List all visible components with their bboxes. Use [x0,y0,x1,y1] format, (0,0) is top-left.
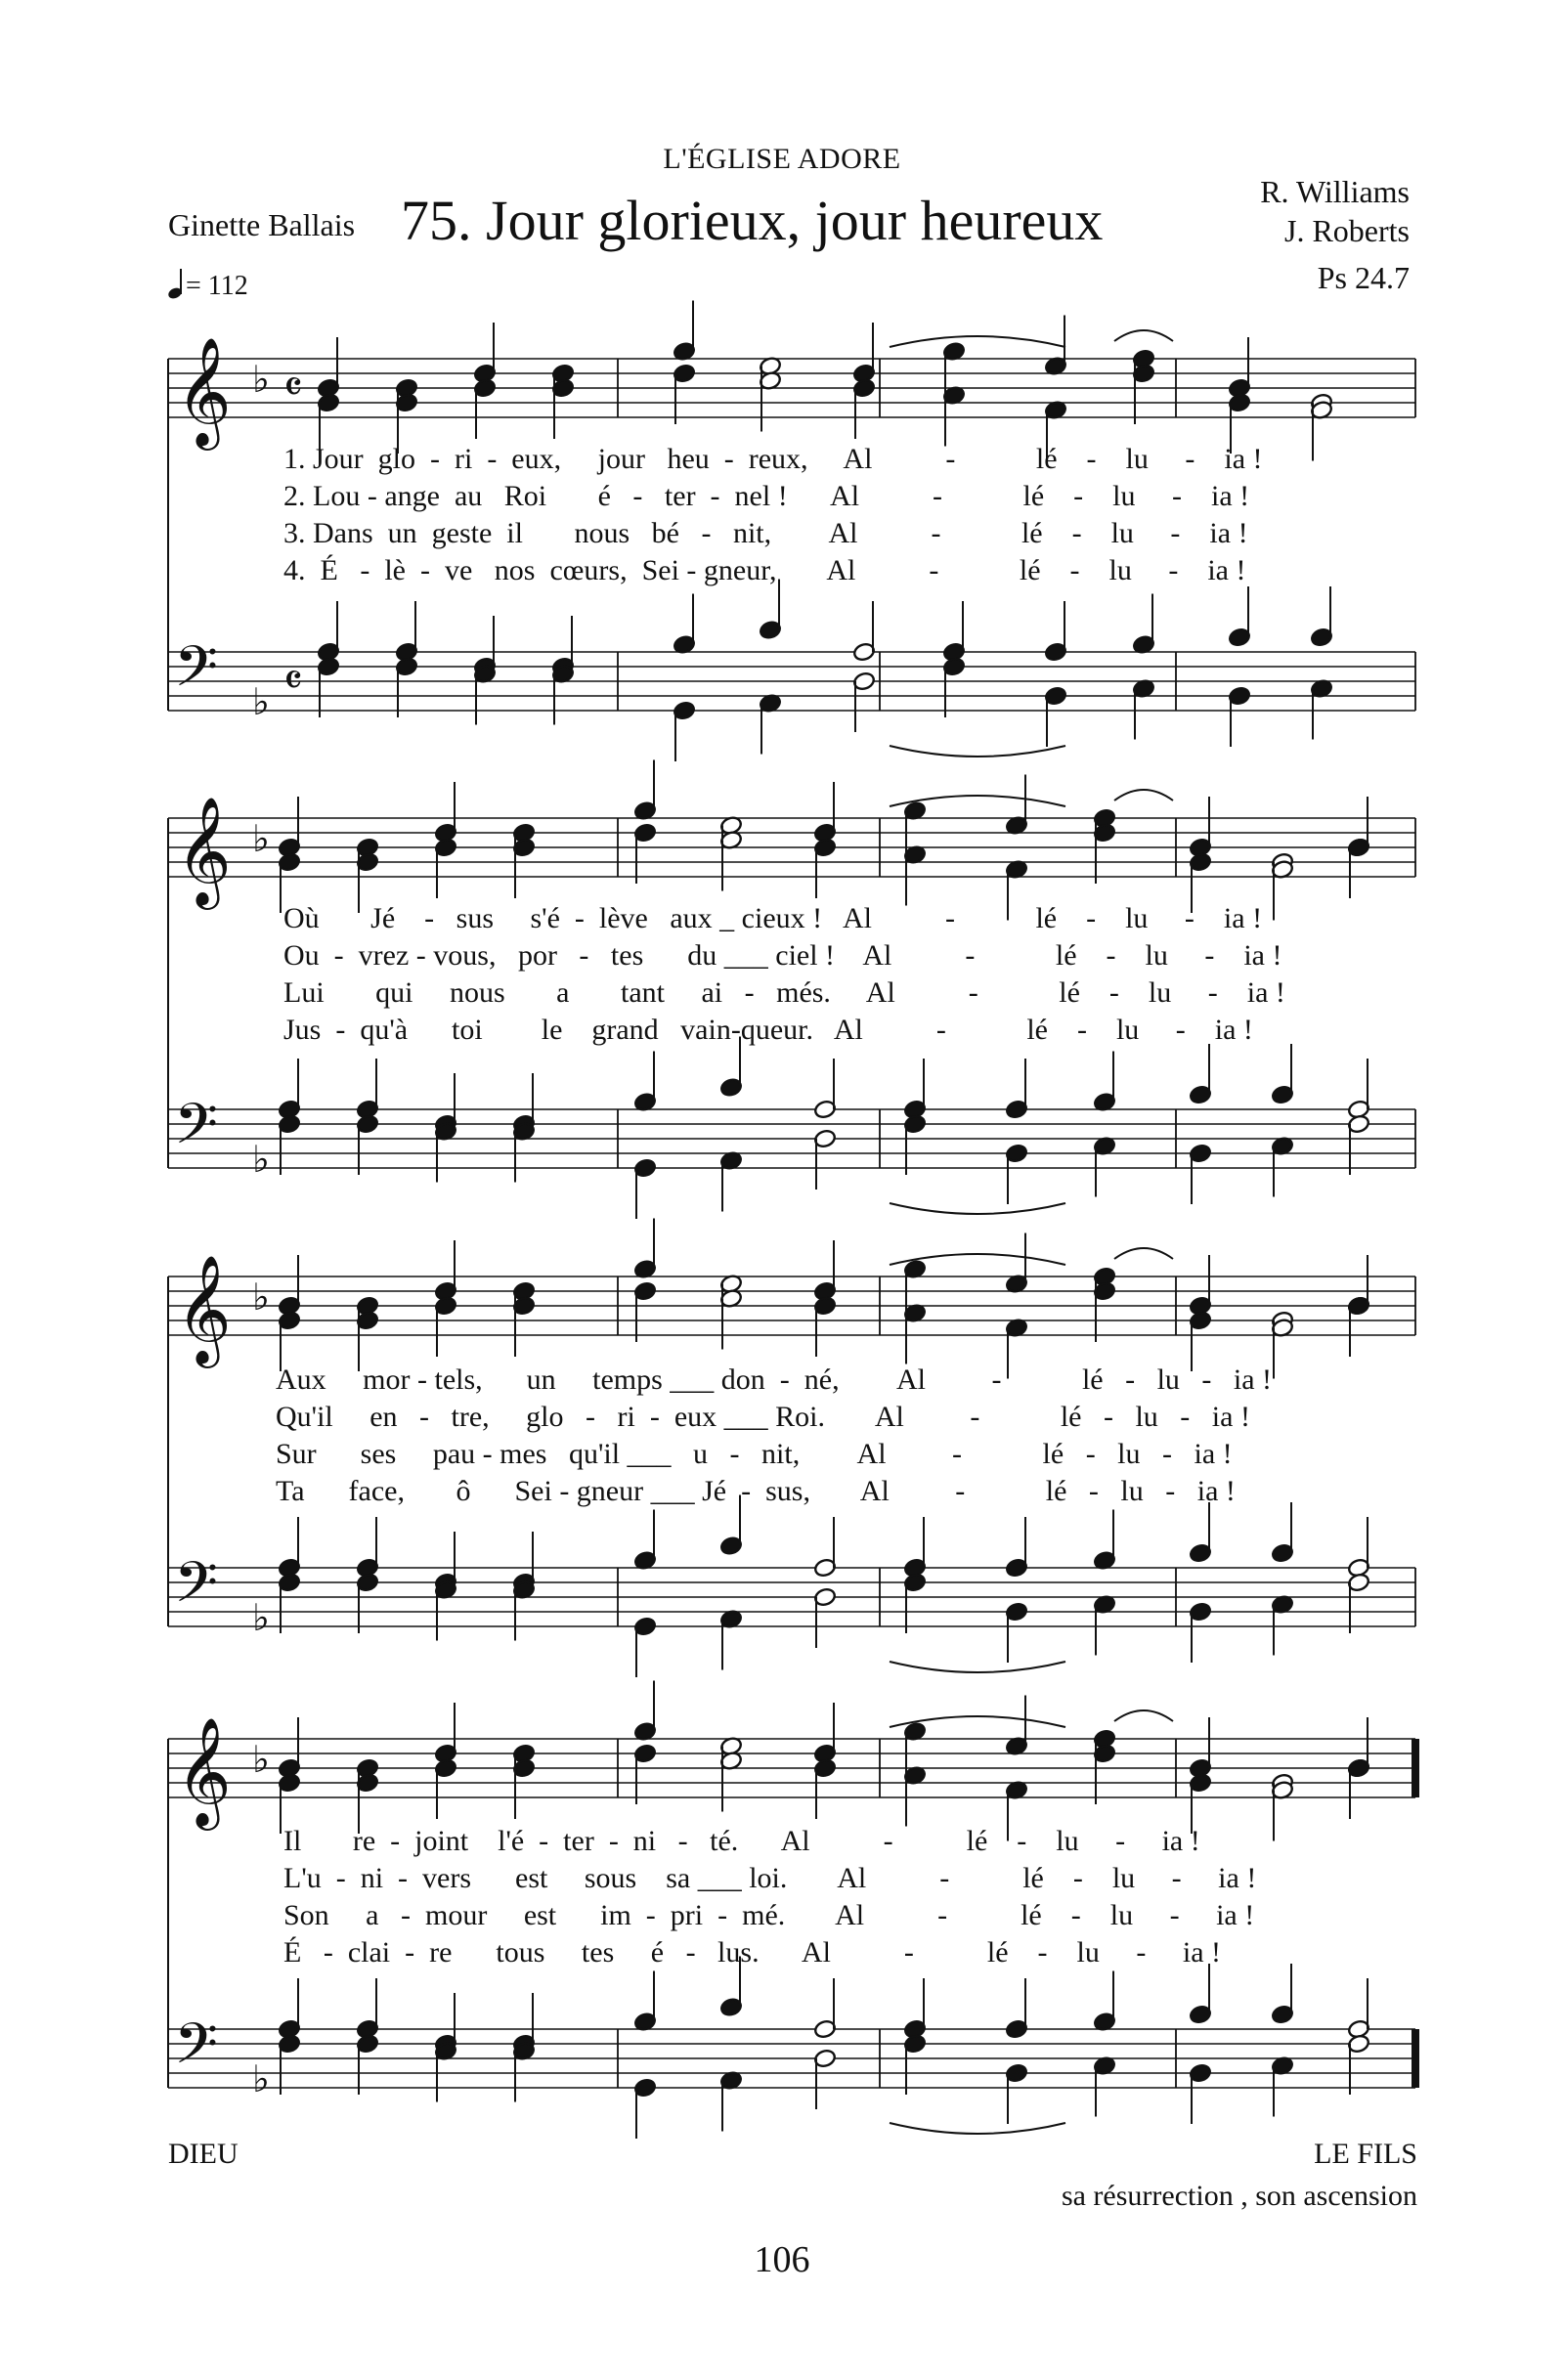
lyric-s3-v4: Ta face, ô Sei - gneur ___ Jé - sus, Al - lé - lu - ia ! [276,1475,1236,1507]
flat-icon: ♭ [252,1276,270,1319]
treble-clef-icon: 𝄞 [176,1254,232,1363]
lyric-s1-v3: 3. Dans un geste il nous bé - nit, Al - lé - lu - ia ! [283,517,1248,549]
treble-clef-icon: 𝄞 [176,1716,232,1826]
category-subtitle: sa résurrection , son ascension [1061,2180,1417,2212]
treble-clef-icon: 𝄞 [176,336,232,446]
bass-clef-icon: 𝄢 [174,1091,219,1171]
lyric-s3-v1: Aux mor - tels, un temps ___ don - né, Al - lé - lu - ia ! [276,1363,1273,1396]
lyric-s1-v4: 4. É - lè - ve nos cœurs, Sei - gneur, Al - lé - lu - ia ! [283,554,1246,586]
lyric-s2-v4: Jus - qu'à toi le grand vain-queur. Al - lé - lu - ia ! [283,1014,1253,1046]
lyric-s2-v1: Où Jé - sus s'é - lève aux _ cieux ! Al - lé - lu - ia ! [283,902,1263,934]
lyric-s2-v3: Lui qui nous a tant ai - més. Al - lé - lu - ia ! [283,976,1285,1009]
lyric-s3-v2: Qu'il en - tre, glo - ri - eux ___ Roi. Al - lé - lu - ia ! [276,1401,1250,1433]
composer-2: J. Roberts [1284,213,1410,248]
page-number: 106 [754,2239,810,2280]
lyric-s1-v2: 2. Lou - ange au Roi é - ter - nel ! Al - lé - lu - ia ! [283,480,1250,512]
flat-icon: ♭ [252,817,270,860]
flat-icon: ♭ [252,1138,270,1181]
lyric-s2-v2: Ou - vrez - vous, por - tes du ___ ciel ! Al - lé - lu - ia ! [283,939,1282,972]
section-heading: L'ÉGLISE ADORE [663,143,901,175]
flat-icon: ♭ [252,2057,270,2100]
flat-icon: ♭ [252,1596,270,1639]
treble-staff-3 [168,1219,1415,1379]
common-time-icon: 𝄴 [283,656,303,706]
category-left: DIEU [168,2138,239,2170]
lyric-s4-v1: Il re - joint l'é - ter - ni - té. Al - lé - lu - ia ! [283,1825,1200,1857]
composer-1: R. Williams [1260,174,1410,209]
scripture-reference: Ps 24.7 [1317,260,1410,295]
lyric-s4-v3: Son a - mour est im - pri - mé. Al - lé - lu - ia ! [283,1899,1255,1931]
tempo-value: = 112 [186,271,248,301]
flat-icon: ♭ [252,1738,270,1781]
treble-staff-4 [168,1681,1415,1841]
flat-icon: ♭ [252,680,270,723]
treble-staff-1 [168,301,1415,461]
lyric-s1-v1: 1. Jour glo - ri - eux, jour heu - reux, Al - lé - lu - ia ! [283,443,1263,475]
bass-clef-icon: 𝄢 [174,1549,219,1629]
common-time-icon: 𝄴 [283,363,303,412]
lyric-s3-v3: Sur ses pau - mes qu'il ___ u - nit, Al - lé - lu - ia ! [276,1438,1233,1470]
hymn-title: 75. Jour glorieux, jour heureux [401,189,1104,252]
lyricist-credit: Ginette Ballais [168,207,356,242]
lyric-s4-v4: É - clai - re tous tes é - lus. Al - lé - lu - ia ! [283,1936,1222,1969]
lyric-s4-v2: L'u - ni - vers est sous sa ___ loi. Al - lé - lu - ia ! [283,1862,1257,1894]
flat-icon: ♭ [252,358,270,401]
bass-clef-icon: 𝄢 [174,2011,219,2091]
bass-clef-icon: 𝄢 [174,633,219,714]
treble-staff-2 [168,760,1415,921]
treble-clef-icon: 𝄞 [176,796,232,905]
category-right: LE FILS [1314,2138,1417,2170]
